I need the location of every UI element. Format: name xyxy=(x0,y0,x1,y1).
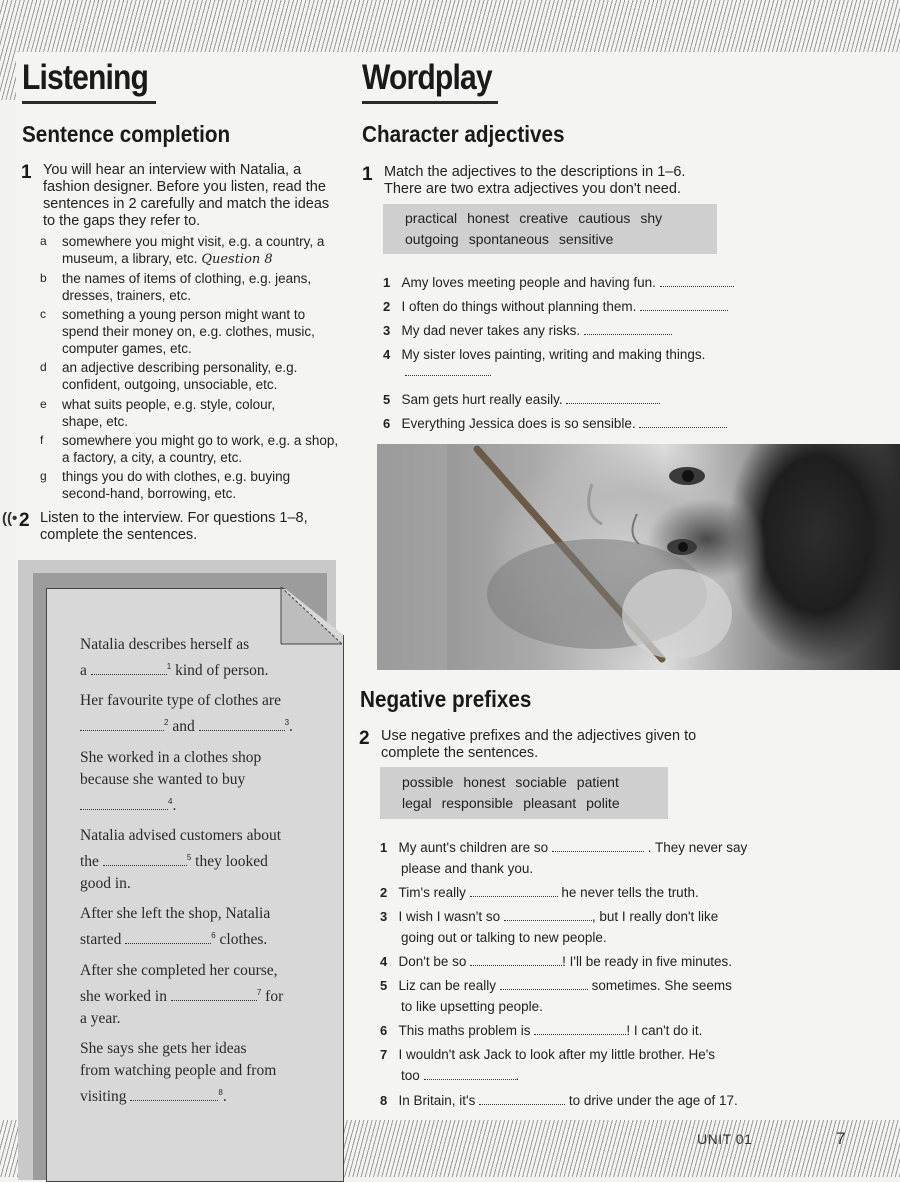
prefix-blank-2[interactable] xyxy=(470,884,558,897)
gap-8[interactable] xyxy=(130,1088,218,1101)
wordplay-q2-text: Use negative prefixes and the adjectives given to complete the sentences. xyxy=(381,728,697,761)
wordplay-q2-number: 2 xyxy=(359,728,370,749)
word-sociable: sociable xyxy=(515,774,567,790)
prefix-item-4: 4 Don't be so ! I'll be ready in five minutes. xyxy=(380,954,733,969)
list-item-e: e what suits people, e.g. style, colour, shape, etc. xyxy=(40,397,276,429)
prefix-blank-6[interactable] xyxy=(534,1022,626,1035)
gap-2[interactable] xyxy=(80,718,164,731)
word-honest: honest xyxy=(467,210,510,226)
adjective-item-2: 2 I often do things without planning them. xyxy=(383,298,773,315)
sentence-completion-heading: Sentence completion xyxy=(22,121,231,147)
word-creative: creative xyxy=(519,210,569,226)
negative-prefixes-heading: Negative prefixes xyxy=(360,686,532,712)
gap-sentence-2: Her favourite type of clothes are $^2$ and $^3$. xyxy=(80,692,293,736)
adjective-item-4: 4 My sister loves painting, writing and making things. xyxy=(383,346,773,380)
audio-icon[interactable]: ((• xyxy=(2,510,18,527)
adjective-item-1: 1 Amy loves meeting people and having fun. xyxy=(383,274,773,291)
list-item-a: a somewhere you might visit, e.g. a country, a museum, a library, etc. Question 8 xyxy=(40,234,325,267)
answer-blank-4[interactable] xyxy=(405,363,491,376)
prefix-word-box xyxy=(380,767,668,819)
gap-sentence-7: She says she gets her ideas from watching people and from visiting $^8$. xyxy=(80,1040,277,1106)
word-polite: polite xyxy=(586,795,620,811)
word-responsible: responsible xyxy=(441,795,514,811)
listening-title: Listening xyxy=(22,58,149,97)
gap-6[interactable] xyxy=(125,931,211,944)
prefix-blank-3[interactable] xyxy=(504,908,592,921)
adjective-item-5: 5 Sam gets hurt really easily. xyxy=(383,391,773,408)
gap-sentence-1: Natalia describes herself as a $^1$ kind of person. xyxy=(80,636,269,680)
wordplay-q1-text: Match the adjectives to the descriptions in 1–6. There are two extra adjectives you don't need. xyxy=(384,164,686,197)
word-outgoing: outgoing xyxy=(405,231,459,247)
word-legal: legal xyxy=(402,795,432,811)
wordplay-q1-number: 1 xyxy=(362,164,373,185)
question-1-number: 1 xyxy=(21,162,32,183)
answer-blank-2[interactable] xyxy=(640,298,728,311)
word-patient: patient xyxy=(576,774,619,790)
prefix-item-2: 2 Tim's really he never tells the truth. xyxy=(380,885,699,900)
list-item-g: g things you do with clothes, e.g. buying second-hand, borrowing, etc. xyxy=(40,469,291,501)
photo-girl-with-pencil xyxy=(377,444,900,670)
gap-sentence-5: After she left the shop, Natalia started $^6$ clothes. xyxy=(80,905,271,949)
handwritten-note: Question 8 xyxy=(201,252,273,267)
prefix-item-5: 5 Liz can be really sometimes. She seems to like upsetting people. xyxy=(380,978,732,1014)
listening-underline xyxy=(22,101,156,104)
answer-blank-5[interactable] xyxy=(566,391,660,404)
gap-sentence-4: Natalia advised customers about the $^5$ they looked good in. xyxy=(80,827,282,893)
word-practical: practical xyxy=(405,210,458,226)
question-2-text: Listen to the interview. For questions 1–8, complete the sentences. xyxy=(40,510,308,543)
unit-label: UNIT 01 xyxy=(697,1131,753,1147)
gap-5[interactable] xyxy=(103,853,187,866)
answer-blank-6[interactable] xyxy=(639,415,727,428)
adjective-item-6: 6 Everything Jessica does is so sensible. xyxy=(383,415,773,432)
prefix-item-1: 1 My aunt's children are so . They never say please and thank you. xyxy=(380,840,748,876)
adjective-item-3: 3 My dad never takes any risks. xyxy=(383,322,773,339)
prefix-blank-5[interactable] xyxy=(500,977,588,990)
answer-blank-1[interactable] xyxy=(660,274,734,287)
adjective-word-box xyxy=(383,204,717,254)
prefix-blank-8[interactable] xyxy=(479,1092,565,1105)
question-2-number: 2 xyxy=(19,510,30,531)
prefix-blank-7[interactable] xyxy=(424,1067,516,1080)
word-honest-2: honest xyxy=(463,774,506,790)
word-sensitive: sensitive xyxy=(558,231,614,247)
gap-sentence-3: She worked in a clothes shop because she wanted to buy $^4$. xyxy=(80,749,262,815)
prefix-blank-4[interactable] xyxy=(470,953,562,966)
gap-7[interactable] xyxy=(171,988,257,1001)
word-spontaneous: spontaneous xyxy=(468,231,549,247)
word-pleasant: pleasant xyxy=(523,795,577,811)
list-item-d: d an adjective describing personality, e.g. confident, outgoing, unsociable, etc. xyxy=(40,360,298,392)
question-1-text: You will hear an interview with Natalia, a fashion designer. Before you listen, read the sentences in 2 carefully and match the ideas to the gaps they refer to. xyxy=(43,162,330,229)
prefix-item-3: 3 I wish I wasn't so , but I really don't like going out or talking to new people. xyxy=(380,909,719,945)
list-item-c: c something a young person might want to spend their money on, e.g. clothes, music, computer games, etc. xyxy=(40,307,315,356)
list-item-f: f somewhere you might go to work, e.g. a shop, a factory, a city, a country, etc. xyxy=(40,433,339,465)
word-possible: possible xyxy=(402,774,454,790)
list-item-b: b the names of items of clothing, e.g. jeans, dresses, trainers, etc. xyxy=(40,271,312,303)
gap-1[interactable] xyxy=(91,662,167,675)
prefix-blank-1[interactable] xyxy=(552,839,644,852)
gap-sentence-6: After she completed her course, she worked in $^7$ for a year. xyxy=(80,962,284,1028)
prefix-item-6: 6 This maths problem is ! I can't do it. xyxy=(380,1023,703,1038)
prefix-item-8: 8 In Britain, it's to drive under the age of 17. xyxy=(380,1093,738,1108)
page-number: 7 xyxy=(836,1129,846,1148)
prefix-item-7: 7 I wouldn't ask Jack to look after my little brother. He's too . xyxy=(380,1047,716,1083)
wordplay-underline xyxy=(362,101,498,104)
wordplay-title: Wordplay xyxy=(362,58,492,97)
character-adjectives-heading: Character adjectives xyxy=(362,121,565,147)
word-cautious: cautious xyxy=(578,210,631,226)
gap-3[interactable] xyxy=(199,718,285,731)
word-shy: shy xyxy=(640,210,663,226)
answer-blank-3[interactable] xyxy=(584,322,672,335)
gap-4[interactable] xyxy=(80,797,168,810)
